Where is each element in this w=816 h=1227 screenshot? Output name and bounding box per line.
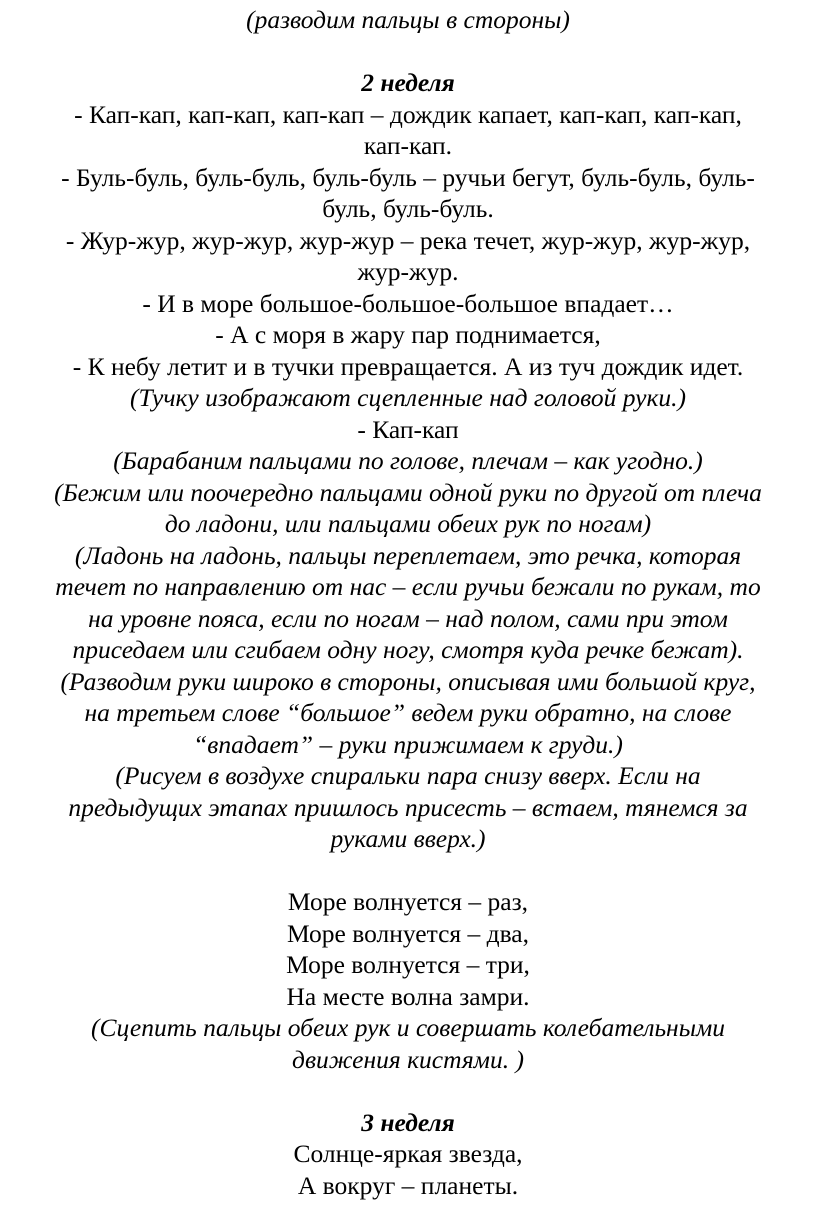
week-2-heading: 2 неделя [361,68,455,97]
rhyme-line: - К небу летит и в тучки превращается. А из туч дождик идет. [72,351,744,381]
instruction-note: “впадает” – руки прижимаем к груди.) [193,729,623,759]
week-3-rhyme-line: Солнце-яркая звезда, [293,1139,523,1168]
top-note: (разводим пальцы в стороны) [246,5,570,34]
week-3-rhyme-line: А вокруг – планеты. [297,1170,519,1200]
rhyme-line: жур-жур. [357,257,459,286]
instruction-note: руками вверх.) [330,824,486,853]
rhyme-line: - И в море большое-большое-большое впадает… [142,288,674,318]
rhyme-line: кап-кап. [363,131,453,160]
instruction-note: (Бежим или поочередно пальцами одной руки по другой от плеча [54,477,762,507]
instruction-note: до ладони, или пальцами обеих рук по ногам) [164,509,652,538]
instruction-note: приседаем или сгибаем одну ногу, смотря куда речке бежат). [72,635,744,664]
rhyme-line: - Жур-жур, жур-жур, жур-жур – река течет, жур-жур, жур-жур, [65,225,751,255]
sea-instruction-note: движения кистями. ) [292,1044,524,1074]
instruction-note: (Тучку изображают сцепленные над головой руки.) [129,383,687,412]
instruction-note: (Разводим руки широко в стороны, описывая ими большой круг, [60,666,756,696]
spacer [8,36,808,68]
rhyme-line: - А с моря в жару пар поднимается, [215,320,601,349]
instruction-note: (Рисуем в воздухе спиральки пара снизу вверх. Если на [115,761,701,790]
spacer [8,1075,808,1107]
sea-rhyme-line: На месте волна замри. [286,981,530,1011]
instruction-note: течет по направлению от нас – если ручьи бежали по рукам, то [55,572,761,601]
instruction-note: (Барабаним пальцами по голове, плечам – как угодно.) [113,446,703,475]
rhyme-line: - Буль-буль, буль-буль, буль-буль – ручьи бегут, буль-буль, буль- [61,162,755,192]
spacer [8,855,808,887]
sea-instruction-note: (Сцепить пальцы обеих рук и совершать колебательными [91,1013,725,1042]
instruction-note: (Ладонь на ладонь, пальцы переплетаем, это речка, которая [74,540,742,570]
rhyme-line: буль, буль-буль. [322,194,494,223]
rhyme-line: - Кап-кап, кап-кап, кап-кап – дождик капает, кап-кап, кап-кап, [74,99,742,129]
instruction-note: на уровне пояса, если по ногам – над полом, сами при этом [88,603,728,633]
sea-rhyme-line: Море волнуется – два, [287,918,529,948]
instruction-note: предыдущих этапах пришлось присесть – встаем, тянемся за [68,792,748,822]
sea-rhyme-line: Море волнуется – раз, [287,887,529,916]
instruction-note: на третьем слове “большое” ведем руки обратно, на слове [84,698,732,727]
week-3-heading: 3 неделя [361,1107,455,1137]
sea-rhyme-line: Море волнуется – три, [286,950,530,979]
rhyme-line: - Кап-кап [357,414,459,444]
